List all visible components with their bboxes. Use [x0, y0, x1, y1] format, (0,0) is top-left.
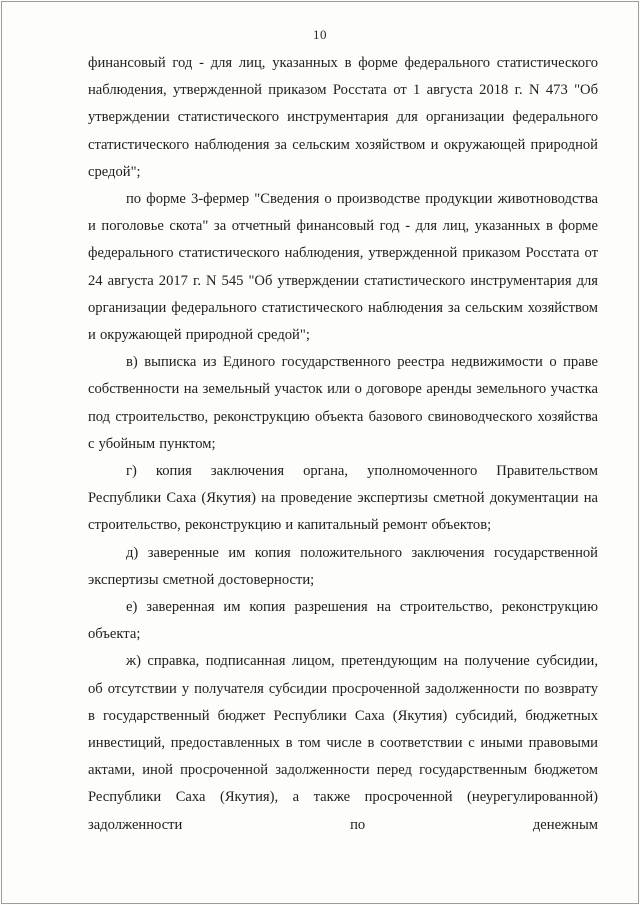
- paragraph-item-e: е) заверенная им копия разрешения на строительство, реконструкцию объекта;: [88, 599, 598, 643]
- paragraph-item-v: в) выписка из Единого государственного реестра недвижимости о праве собственности на земельный участок или о договоре аренды земельного участка под строительство, реконструкцию объекта базового свиноводческого хозяйства с убойным пунктом;: [88, 354, 598, 452]
- paragraph-form-3-fermer: по форме 3-фермер "Сведения о производстве продукции животноводства и поголовье скота" за отчетный финансовый год - для лиц, указанных в форме федерального статистического наблюдения, утвержденной приказом Росстата от 24 августа 2017 г. N 545 "Об утверждении статистического инструментария для организации федерального статистического наблюдения за сельским хозяйством и окружающей природной средой";: [88, 191, 598, 344]
- paragraph-item-zh: ж) справка, подписанная лицом, претендующим на получение субсидии, об отсутствии у получателя субсидии просроченной задолженности по возврату в государственный бюджет Республики Саха (Якутия) субсидий, бюджетных инвестиций, предоставленных в том числе в соответствии с иными правовыми актами, иной просроченной задолженности перед государственным бюджетом Республики Саха (Якутия), а также просроченной (неурегулированной) задолженности по денежным: [88, 653, 598, 833]
- paragraph-item-g: г) копия заключения органа, уполномоченного Правительством Республики Саха (Якутия) на проведение экспертизы сметной документации на строительство, реконструкцию и капитальный ремонт объектов;: [88, 463, 598, 534]
- page-number: 10: [313, 27, 327, 42]
- paragraph-continuation: финансовый год - для лиц, указанных в форме федерального статистического наблюдения, утвержденной приказом Росстата от 1 августа 2018 г. N 473 "Об утверждении статистического инструментария для организации федерального статистического наблюдения за сельским хозяйством и окружающей природной средой";: [88, 55, 598, 180]
- document-body: [88, 50, 598, 839]
- paragraph-item-d: д) заверенные им копия положительного заключения государственной экспертизы сметной достоверности;: [88, 544, 598, 588]
